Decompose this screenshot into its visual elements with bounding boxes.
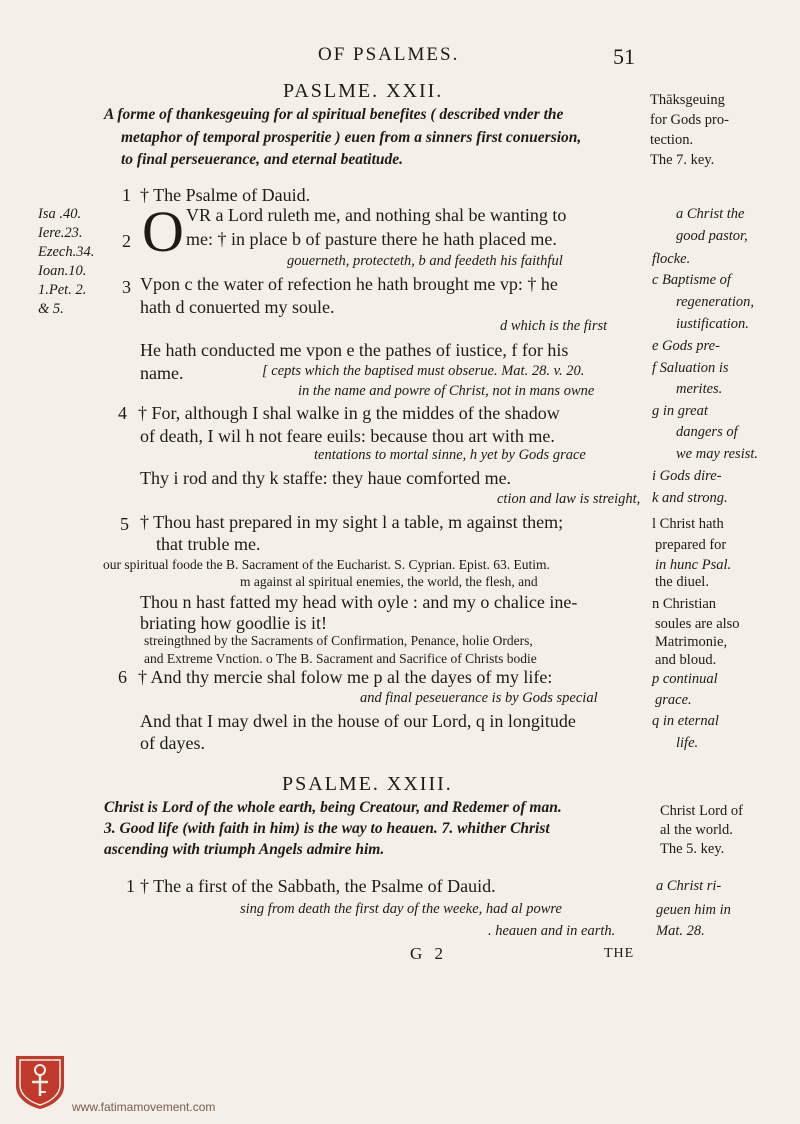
margin-note: dangers of	[676, 424, 738, 440]
margin-note: e Gods pre-	[652, 338, 720, 354]
margin-note: l Christ hath	[652, 516, 724, 532]
verse-number: 1	[122, 185, 131, 205]
margin-summary: for Gods pro-	[650, 112, 729, 128]
margin-note: c Baptisme of	[652, 272, 731, 288]
verse-number: 1	[126, 876, 135, 896]
left-reference: Ioan.10.	[38, 263, 87, 279]
margin-note: and bloud.	[655, 652, 717, 668]
margin-note: good pastor,	[676, 228, 748, 244]
verse-line: † The Psalme of Dauid.	[140, 185, 311, 205]
verse-line: † For, although I shal walke in g the middes of the shadow	[138, 403, 560, 423]
note-line: gouerneth, protecteth, b and feedeth his faithful	[287, 253, 563, 269]
verse-line: VR a Lord ruleth me, and nothing shal be wanting to	[186, 205, 567, 225]
psalm23-summary-line: 3. Good life (with faith in him) is the way to heauen. 7. whither Christ	[104, 820, 550, 837]
verse-line: hath d conuerted my soule.	[140, 297, 335, 317]
note-line: sing from death the first day of the weeke, had al powre	[240, 901, 562, 917]
left-reference: Isa .40.	[38, 206, 82, 222]
psalm23-summary-line: Christ is Lord of the whole earth, being Creatour, and Redemer of man.	[104, 799, 562, 816]
left-reference: Ezech.34.	[38, 244, 95, 260]
verse-line: of death, I wil h not feare euils: because thou art with me.	[140, 426, 555, 446]
margin-note: g in great	[652, 403, 708, 419]
psalm22-summary-line: metaphor of temporal prosperitie ) euen from a sinners first conuersion,	[121, 129, 582, 146]
drop-cap: O	[142, 199, 184, 264]
margin-note: regeneration,	[676, 294, 754, 310]
verse-number: 3	[122, 277, 131, 297]
note-line: m against al spiritual enemies, the world, the flesh, and	[240, 574, 538, 589]
margin-note: flocke.	[652, 251, 691, 267]
margin-note: i Gods dire-	[652, 468, 722, 484]
margin-note: iustification.	[676, 316, 749, 332]
margin-summary: Thāksgeuing	[650, 92, 725, 108]
note-line: in the name and powre of Christ, not in mans owne	[298, 383, 595, 399]
catchword: THE	[604, 946, 635, 961]
margin-note: life.	[676, 735, 699, 751]
verse-number: 2	[122, 231, 131, 251]
note-line: and Extreme Vnction. o The B. Sacrament and Sacrifice of Christs bodie	[144, 651, 537, 666]
note-line: ction and law is streight,	[497, 491, 641, 507]
seal-logo-icon	[12, 1052, 68, 1110]
note-line: . heauen and in earth.	[488, 923, 616, 939]
margin-summary: Christ Lord of	[660, 803, 743, 819]
margin-note: merites.	[676, 381, 723, 397]
verse-number: 6	[118, 667, 127, 687]
verse-line: And that I may dwel in the house of our Lord, q in longitude	[140, 711, 576, 731]
margin-note: n Christian	[652, 596, 717, 612]
margin-note: k and strong.	[652, 490, 728, 506]
verse-line: me: † in place b of pasture there he hath placed me.	[186, 229, 557, 249]
verse-line: † The a first of the Sabbath, the Psalme of Dauid.	[140, 876, 496, 896]
psalm23-summary-line: ascending with triumph Angels admire him.	[104, 841, 385, 858]
verse-line: † Thou hast prepared in my sight l a table, m against them;	[140, 512, 564, 532]
note-line: streingthned by the Sacraments of Confirmation, Penance, holie Orders,	[144, 633, 533, 648]
margin-note: grace.	[655, 692, 692, 708]
margin-note: the diuel.	[655, 574, 709, 590]
verse-line: Thy i rod and thy k staffe: they haue comforted me.	[140, 468, 512, 488]
verse-line: Thou n hast fatted my head with oyle : and my o chalice ine-	[140, 592, 578, 612]
margin-summary: The 7. key.	[650, 152, 715, 168]
verse-line: briating how goodlie is it!	[140, 613, 327, 633]
margin-summary: The 5. key.	[660, 841, 725, 857]
verse-number: 5	[120, 514, 129, 534]
verse-number: 4	[118, 403, 127, 423]
psalm22-summary-line: to final perseuerance, and eternal beatitude.	[121, 151, 404, 168]
margin-note: Mat. 28.	[656, 923, 705, 939]
footer-url[interactable]: www.fatimamovement.com	[72, 1100, 216, 1114]
verse-line: He hath conducted me vpon e the pathes of iustice, f for his	[140, 340, 569, 360]
verse-line: that truble me.	[156, 534, 261, 554]
margin-summary: tection.	[650, 132, 694, 148]
margin-note: f Saluation is	[652, 360, 729, 376]
note-line: tentations to mortal sinne, h yet by Gods grace	[314, 447, 586, 463]
psalm22-heading: PASLME. XXII.	[283, 80, 444, 102]
note-line: [ cepts which the baptised must obserue. Mat. 28. v. 20.	[262, 363, 585, 379]
left-reference: 1.Pet. 2.	[38, 282, 87, 298]
margin-note: in hunc Psal.	[655, 557, 732, 573]
margin-note: Matrimonie,	[655, 634, 728, 650]
note-line: d which is the first	[500, 318, 608, 334]
psalm22-summary-line: A forme of thankesgeuing for al spiritual benefites ( described vnder the	[104, 106, 564, 123]
margin-note: a Christ the	[676, 206, 745, 222]
verse-line: Vpon c the water of refection he hath brought me vp: † he	[140, 274, 558, 294]
margin-note: p continual	[652, 671, 718, 687]
left-reference: & 5.	[38, 301, 64, 317]
left-reference: Iere.23.	[38, 225, 83, 241]
note-line: our spiritual foode the B. Sacrament of the Eucharist. S. Cyprian. Epist. 63. Eutim.	[103, 557, 550, 572]
margin-note: q in eternal	[652, 713, 719, 729]
margin-note: geuen him in	[656, 902, 731, 918]
margin-note: soules are also	[655, 616, 740, 632]
psalm23-heading: PSALME. XXIII.	[282, 773, 453, 795]
note-line: and final peseuerance is by Gods special	[360, 690, 598, 706]
margin-note: we may resist.	[676, 446, 759, 462]
verse-line: † And thy mercie shal folow me p al the dayes of my life:	[138, 667, 553, 687]
signature-mark: G 2	[410, 944, 448, 963]
margin-note: prepared for	[655, 537, 727, 553]
verse-line: name.	[140, 363, 184, 383]
verse-line: of dayes.	[140, 733, 205, 753]
margin-summary: al the world.	[660, 822, 733, 838]
page-number: 51	[613, 44, 635, 69]
margin-note: a Christ ri-	[656, 878, 722, 894]
running-head-title: OF PSALMES.	[318, 44, 460, 65]
